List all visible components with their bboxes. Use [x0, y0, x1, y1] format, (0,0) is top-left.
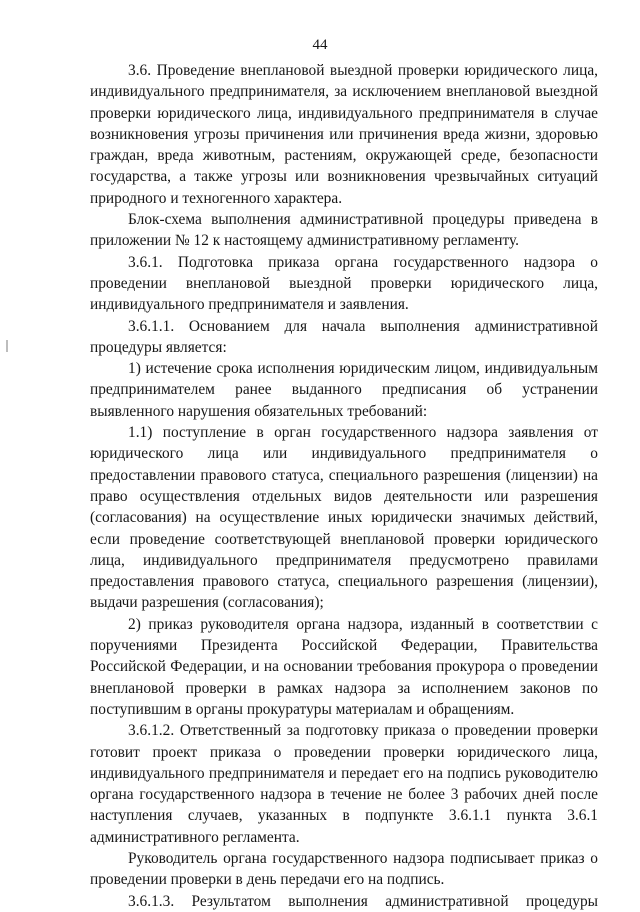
- paragraph-item-1-1: 1.1) поступление в орган государственного надзора заявления от юридического лица или индивидуального предпринимателя о предоставлении правового статуса, специального разрешения (лицензии) на право осуществления отдельных видов деятельности или разрешения (согласования) на осуществление иных юридически значимых действий, если проведение соответствующей внеплановой проверки юридического лица, индивидуального предпринимателя предусмотрено правилами предоставления правового статуса, специального разрешения (лицензии), выдачи разрешения (согласования);: [90, 424, 598, 612]
- paragraph-head-signs: Руководитель органа государственного надзора подписывает приказ о проведении проверки в день передачи его на подпись.: [90, 849, 598, 889]
- paragraph-3-6: 3.6. Проведение внеплановой выездной проверки юридического лица, индивидуального предпринимателя, за исключением внеплановой выездной проверки юридического лица, индивидуального предпринимателя в случае возникновения угрозы причинения или причинения вреда жизни, здоровью граждан, вреда животным, растениям, окружающей среде, безопасности государства, а также угрозы или возникновения чрезвычайных ситуаций природного и техногенного характера.: [90, 62, 598, 207]
- document-body: [90, 60, 598, 912]
- paragraph-item-1: 1) истечение срока исполнения юридическим лицом, индивидуальным предпринимателем ранее выданного предписания об устранении выявленного нарушения обязательных требований:: [90, 360, 598, 420]
- paragraph-block-scheme: Блок-схема выполнения административной процедуры приведена в приложении № 12 к настоящему административному регламенту.: [90, 211, 598, 250]
- page-number: 44: [312, 37, 328, 53]
- paragraph-3-6-1-1: 3.6.1.1. Основанием для начала выполнения административной процедуры является:: [90, 317, 598, 356]
- margin-mark: [6, 340, 8, 352]
- paragraph-3-6-1-3: 3.6.1.3. Результатом выполнения административной процедуры: [128, 892, 598, 910]
- paragraph-3-6-1-2: 3.6.1.2. Ответственный за подготовку приказа о проведении проверки готовит проект приказа о проведении проверки юридического лица, индивидуального предпринимателя и передает его на подпись руководителю органа государственного надзора в течение не более 3 рабочих дней после наступления случаев, указанных в подпункте 3.6.1.1 пункта 3.6.1 административного регламента.: [90, 722, 598, 846]
- paragraph-3-6-1: 3.6.1. Подготовка приказа органа государственного надзора о проведении внеплановой выездной проверки юридического лица, индивидуального предпринимателя и заявления.: [90, 253, 598, 314]
- paragraph-item-2: 2) приказ руководителя органа надзора, изданный в соответствии с поручениями Президента Российской Федерации, Правительства Российской Федерации, и на основании требования прокурора о проведении внеплановой проверки в рамках надзора за исполнением законов по поступившим в органы прокуратуры материалам и обращениям.: [90, 615, 598, 718]
